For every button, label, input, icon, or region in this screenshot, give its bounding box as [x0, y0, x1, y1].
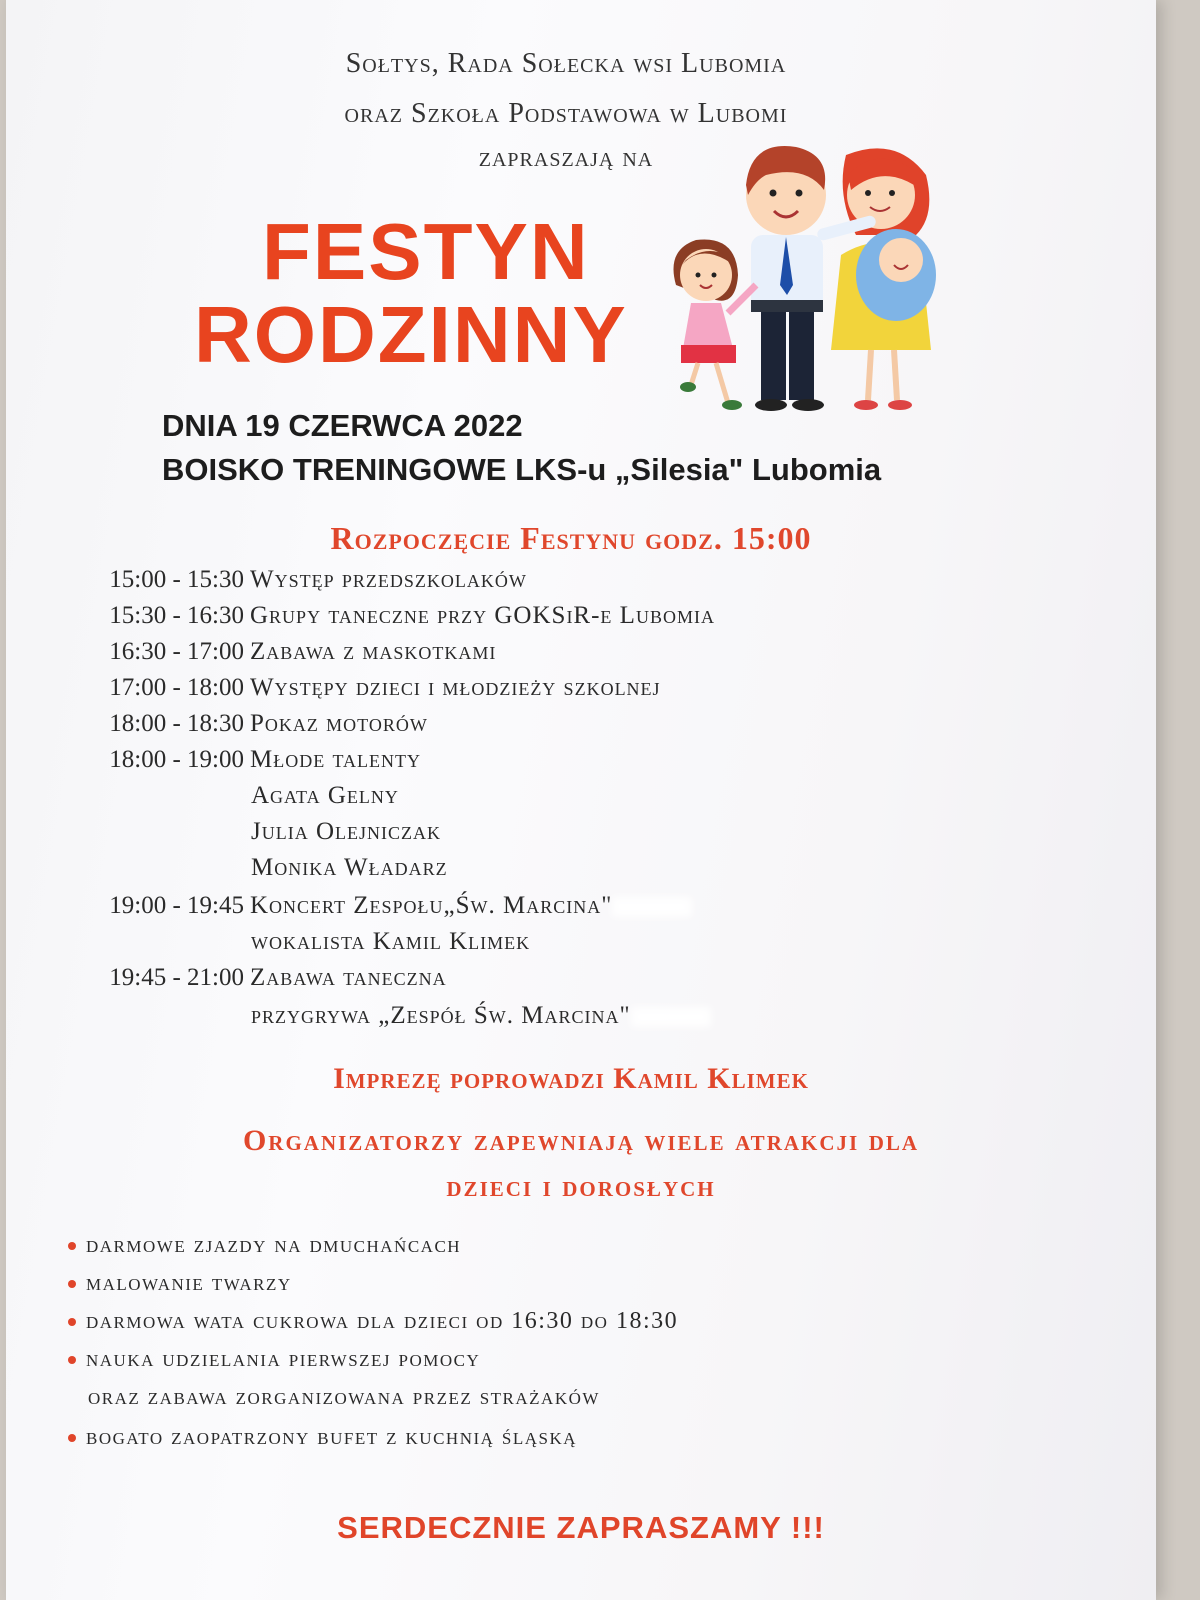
family-illustration — [656, 135, 956, 425]
girl-figure — [674, 239, 757, 410]
schedule-desc: Występ przedszkolaków — [250, 566, 527, 593]
attraction-item: bogato zaopatrzony bufet z kuchnią śląską — [68, 1424, 577, 1451]
schedule-desc: Pokaz motorów — [250, 710, 428, 737]
organizers-line-2: oraz Szkoła Podstawowa w Lubomi — [344, 98, 788, 129]
schedule-row — [76, 746, 421, 774]
schedule-row — [76, 602, 715, 630]
attraction-item: darmowa wata cukrowa dla dzieci od 16:30 do 18:30 — [68, 1308, 678, 1335]
start-heading: Rozpoczęcie Festynu godz. 15:00 — [330, 520, 812, 556]
schedule-desc: Młode talenty — [250, 746, 422, 773]
attractions-heading-1: Organizatorzy zapewniają wiele atrakcji dla — [242, 1124, 920, 1157]
schedule-desc: Koncert Zespołu„Św. Marcina" — [250, 892, 613, 919]
schedule-row — [76, 710, 428, 738]
schedule-time: 19:00 - 19:45 — [109, 892, 244, 919]
talent-name: Monika Władarz — [251, 854, 448, 881]
schedule-time: 18:00 - 18:30 — [109, 710, 244, 737]
attraction-item-continuation: oraz zabawa zorganizowana przez strażaków — [88, 1384, 600, 1410]
schedule-time: 15:00 - 15:30 — [109, 566, 244, 593]
attraction-item: darmowe zjazdy na dmuchańcach — [68, 1232, 461, 1259]
schedule-row-concert — [76, 892, 692, 920]
host-line: Imprezę poprowadzi Kamil Klimek — [333, 1062, 809, 1095]
schedule-desc: Grupy taneczne przy GOKSiR-e Lubomia — [250, 602, 715, 629]
attractions-heading-2: dzieci i dorosłych — [446, 1170, 716, 1203]
schedule-time: 17:00 - 18:00 — [109, 674, 244, 701]
event-date: DNIA 19 CZERWCA 2022 — [162, 408, 523, 443]
bullet-icon — [68, 1356, 76, 1364]
invite-line: zapraszają na — [478, 142, 654, 173]
attraction-item: nauka udzielania pierwszej pomocy — [68, 1346, 480, 1373]
title-festyn: FESTYN — [262, 207, 590, 296]
organizers-line-1: Sołtys, Rada Sołecka wsi Lubomia — [345, 48, 787, 79]
schedule-desc: Zabawa taneczna — [250, 964, 447, 991]
schedule-row — [76, 566, 527, 594]
flyer-paper — [6, 0, 1156, 1600]
schedule-time: 19:45 - 21:00 — [109, 964, 244, 991]
talent-name: Agata Gelny — [251, 782, 399, 809]
dance-band — [251, 1002, 711, 1030]
talent-name: Julia Olejniczak — [251, 818, 442, 845]
baby-figure — [856, 229, 936, 321]
schedule-desc: Zabawa z maskotkami — [250, 638, 497, 665]
schedule-desc: Występy dzieci i młodzieży szkolnej — [250, 674, 661, 701]
schedule-row-dance — [76, 964, 447, 992]
schedule-time: 15:30 - 16:30 — [109, 602, 244, 629]
bullet-icon — [68, 1318, 76, 1326]
schedule-row — [76, 674, 661, 702]
title-rodzinny: RODZINNY — [194, 290, 628, 379]
redacted-mark — [631, 1007, 711, 1027]
redacted-mark — [612, 897, 692, 917]
concert-vocalist: wokalista Kamil Klimek — [251, 928, 531, 955]
event-place: BOISKO TRENINGOWE LKS-u „Silesia" Lubomia — [162, 452, 882, 487]
attraction-item: malowanie twarzy — [68, 1270, 292, 1297]
closing-invitation: SERDECZNIE ZAPRASZAMY !!! — [337, 1510, 825, 1545]
bullet-icon — [68, 1242, 76, 1250]
dance-band-text: przygrywa „Zespół Św. Marcina" — [251, 1002, 631, 1029]
schedule-row — [76, 638, 496, 666]
schedule-time: 16:30 - 17:00 — [109, 638, 244, 665]
bullet-icon — [68, 1434, 76, 1442]
bullet-icon — [68, 1280, 76, 1288]
schedule-time: 18:00 - 19:00 — [109, 746, 244, 773]
